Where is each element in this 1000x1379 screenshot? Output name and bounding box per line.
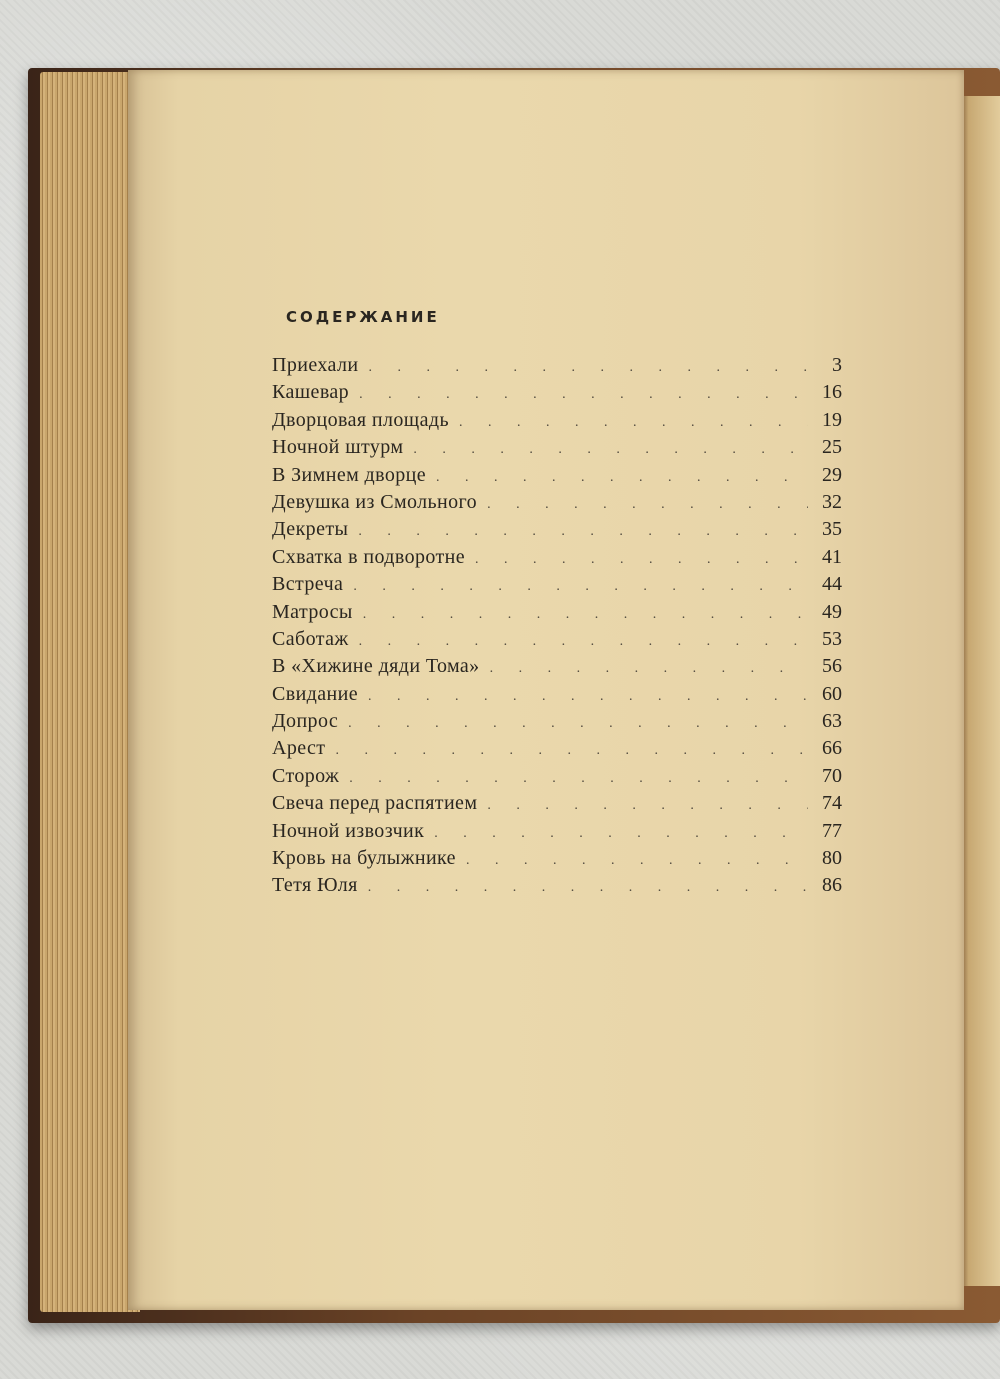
toc-entry-title: Приехали — [272, 354, 359, 376]
dot-leader — [368, 683, 808, 710]
toc-entry — [272, 544, 842, 571]
dot-leader — [349, 765, 808, 792]
toc-entry-title: Допрос — [272, 710, 339, 733]
contents-heading: СОДЕРЖАНИЕ — [286, 308, 440, 326]
toc-entry-title: Тетя Юля — [272, 874, 358, 897]
toc-entry-title: Арест — [272, 737, 326, 760]
toc-entry-title: Свидание — [272, 682, 359, 705]
toc-entry — [272, 818, 842, 845]
toc-entry-page-number: 63 — [822, 710, 842, 733]
dot-leader — [348, 710, 808, 737]
dot-leader — [436, 464, 808, 491]
toc-entry-page-number: 44 — [822, 573, 842, 596]
facing-page-edge — [958, 96, 1000, 1286]
toc-entry — [272, 626, 842, 653]
toc-entry — [272, 681, 842, 708]
table-of-contents — [272, 352, 842, 900]
toc-entry — [272, 763, 842, 790]
dot-leader — [359, 381, 808, 408]
toc-entry-title: В Зимнем дворце — [272, 463, 427, 486]
dot-leader — [358, 518, 808, 545]
dot-leader — [459, 409, 808, 436]
dot-leader — [335, 737, 808, 764]
toc-entry — [272, 407, 842, 434]
toc-entry-page-number: 56 — [822, 655, 842, 678]
toc-entry — [272, 599, 842, 626]
toc-entry — [272, 708, 842, 735]
dot-leader — [368, 874, 808, 901]
toc-entry-page-number: 77 — [822, 819, 842, 842]
toc-entry-page-number: 53 — [822, 627, 842, 650]
toc-entry-page-number: 16 — [822, 381, 842, 404]
toc-entry-page-number: 32 — [822, 490, 842, 513]
dot-leader — [466, 847, 808, 874]
toc-entry-title: Встреча — [272, 573, 344, 596]
toc-entry-title: Ночной штурм — [272, 436, 404, 459]
toc-entry — [272, 352, 842, 379]
toc-entry — [272, 462, 842, 489]
toc-entry-title: Девушка из Смольного — [272, 490, 478, 513]
dot-leader — [363, 601, 808, 628]
toc-entry — [272, 489, 842, 516]
dot-leader — [353, 573, 808, 600]
toc-entry-page-number: 70 — [822, 764, 842, 787]
toc-entry-page-number: 35 — [822, 518, 842, 541]
toc-entry — [272, 379, 842, 406]
dot-leader — [368, 354, 808, 381]
toc-entry — [272, 516, 842, 543]
toc-entry-page-number: 29 — [822, 463, 842, 486]
toc-entry — [272, 872, 842, 899]
page-edges — [40, 72, 140, 1312]
dot-leader — [434, 820, 808, 847]
toc-entry-page-number: 41 — [822, 545, 842, 568]
toc-entry-title: Кашевар — [272, 381, 350, 404]
toc-entry-title: Кровь на булыжнике — [272, 847, 456, 870]
toc-entry-page-number: 80 — [822, 847, 842, 870]
toc-entry — [272, 653, 842, 680]
toc-entry-page-number: 3 — [832, 354, 842, 376]
toc-entry-title: В «Хижине дяди Тома» — [272, 655, 480, 678]
toc-entry — [272, 845, 842, 872]
toc-entry — [272, 790, 842, 817]
toc-entry-page-number: 74 — [822, 792, 842, 815]
dot-leader — [487, 792, 808, 819]
toc-entry-page-number: 49 — [822, 600, 842, 623]
toc-entry — [272, 571, 842, 598]
toc-entry-title: Саботаж — [272, 627, 349, 650]
dot-leader — [487, 491, 808, 518]
toc-entry-title: Матросы — [272, 600, 353, 623]
dot-leader — [475, 546, 808, 573]
dot-leader — [490, 655, 808, 682]
toc-entry-page-number: 66 — [822, 737, 842, 760]
toc-entry-title: Декреты — [272, 518, 349, 541]
toc-entry-page-number: 60 — [822, 682, 842, 705]
toc-entry-page-number: 86 — [822, 874, 842, 897]
toc-entry-title: Ночной извозчик — [272, 819, 425, 842]
toc-entry-page-number: 19 — [822, 408, 842, 431]
dot-leader — [359, 628, 808, 655]
toc-entry — [272, 735, 842, 762]
toc-entry-title: Свеча перед распятием — [272, 792, 478, 815]
toc-entry-title: Схватка в подворотне — [272, 545, 466, 568]
toc-entry-page-number: 25 — [822, 436, 842, 459]
toc-entry-title: Дворцовая площадь — [272, 408, 449, 431]
toc-entry-title: Сторож — [272, 764, 340, 787]
dot-leader — [413, 436, 808, 463]
toc-entry — [272, 434, 842, 461]
